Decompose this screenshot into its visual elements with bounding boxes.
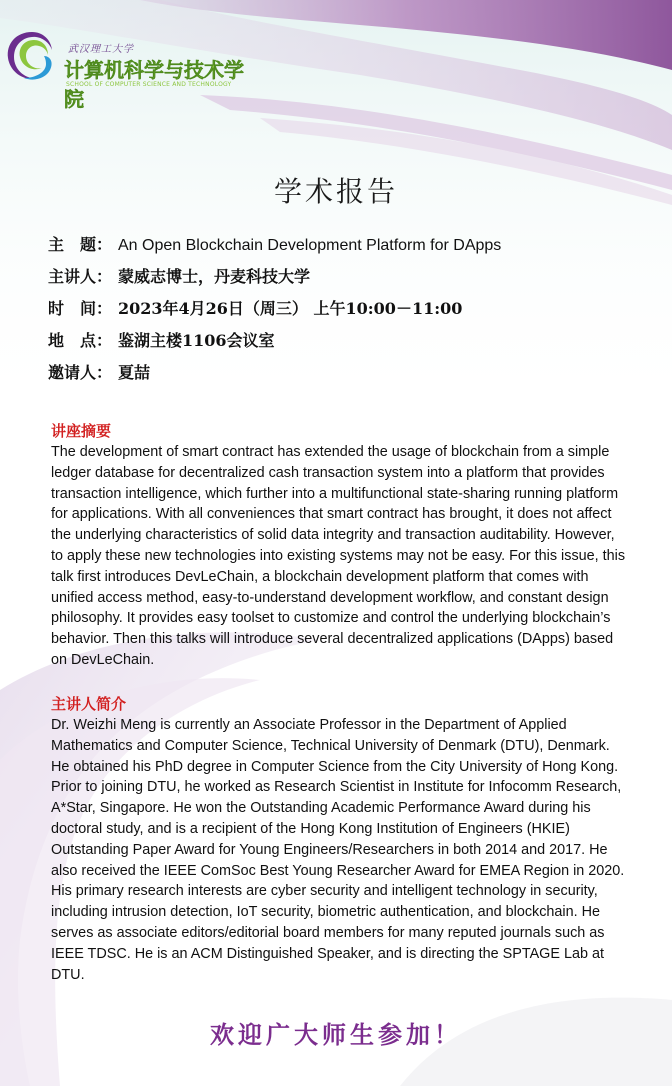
welcome-footer: 欢迎广大师生参加！ bbox=[210, 1020, 462, 1049]
speaker-row bbox=[48, 265, 648, 297]
place-row bbox=[48, 329, 648, 361]
place-label: 地 点： bbox=[48, 331, 113, 350]
bio-text: Dr. Weizhi Meng is currently an Associate Professor in the Department of Applied Mathematics and Computer Science, Technical University of Denmark (DTU), Denmark. He obtained his PhD degree in Computer Science from the City University of Hong Kong. Prior to joining DTU, he worked as Research Scientist in Institute for Infocomm Research, A*Star, Singapore. He won the Outstanding Academic Performance Award during his doctoral study, and is a recipient of the Hong Kong Institution of Engineers (HKIE) Outstanding Paper Award for Young Engineers/Researchers in both 2014 and 2017. He also received the IEEE ComSoc Best Young Researcher Award for EMEA Region in 2020. His primary research interests are cyber security and intelligent technology in security, including intrusion detection, IoT security, biometric authentication, and blockchain. He serves as associate editors/editorial board members for many reputed journals such as IEEE TDSC. He is an ACM Distinguished Speaker, and is directing the SPTAGE Lab at DTU. bbox=[51, 717, 625, 983]
university-name: 武汉理工大学 bbox=[68, 44, 134, 55]
inviter-row bbox=[48, 361, 648, 393]
school-logo bbox=[4, 26, 244, 111]
speaker-value: 蒙威志博士，丹麦科技大学 bbox=[118, 267, 311, 286]
bio-heading: 主讲人简介 bbox=[51, 695, 127, 713]
topic-row bbox=[48, 233, 648, 265]
abstract-section bbox=[51, 420, 627, 671]
school-name-cn: 计算机科学与技术学院 bbox=[64, 58, 244, 111]
topic-value: An Open Blockchain Development Platform for DApps bbox=[118, 237, 502, 254]
abstract-text: The development of smart contract has extended the usage of blockchain from a simple ledger database for decentralized cash transaction system into a platform that provides transaction intelligence, which further into a multifunctional state-sharing running platform for applications. With all conveniences that smart contract has brought, it does not affect the underlying characteristics of solid data integrity and transaction auditability. However, to apply these new technologies into existing systems may not be easy. For this issue, this talk first introduces DevLeChain, a blockchain development platform that comes with unified access method, easy-to-understand development workflow, and constant design philosophy. It provides easy toolset to customize and control the underlying blockchain’s behavior. Then this talks will introduce several decentralized applications (DApps) based on DevLeChain. bbox=[51, 444, 626, 668]
topic-label: 主 题： bbox=[48, 235, 113, 254]
speaker-label: 主讲人： bbox=[48, 267, 113, 286]
inviter-label: 邀请人： bbox=[48, 363, 113, 382]
abstract-heading: 讲座摘要 bbox=[51, 422, 112, 440]
inviter-value: 夏喆 bbox=[118, 363, 151, 382]
speaker-bio-section bbox=[51, 693, 627, 985]
school-name-en: SCHOOL OF COMPUTER SCIENCE AND TECHNOLOGY bbox=[66, 81, 232, 88]
time-label: 时 间： bbox=[48, 299, 113, 318]
place-value: 鉴湖主楼1106会议室 bbox=[118, 331, 275, 350]
page-title: 学术报告 bbox=[273, 175, 398, 208]
time-value: 2023年4月26日（周三） 上午10:00－11:00 bbox=[118, 299, 463, 318]
school-emblem-icon bbox=[4, 26, 60, 86]
talk-info bbox=[48, 233, 648, 393]
time-row bbox=[48, 297, 648, 329]
